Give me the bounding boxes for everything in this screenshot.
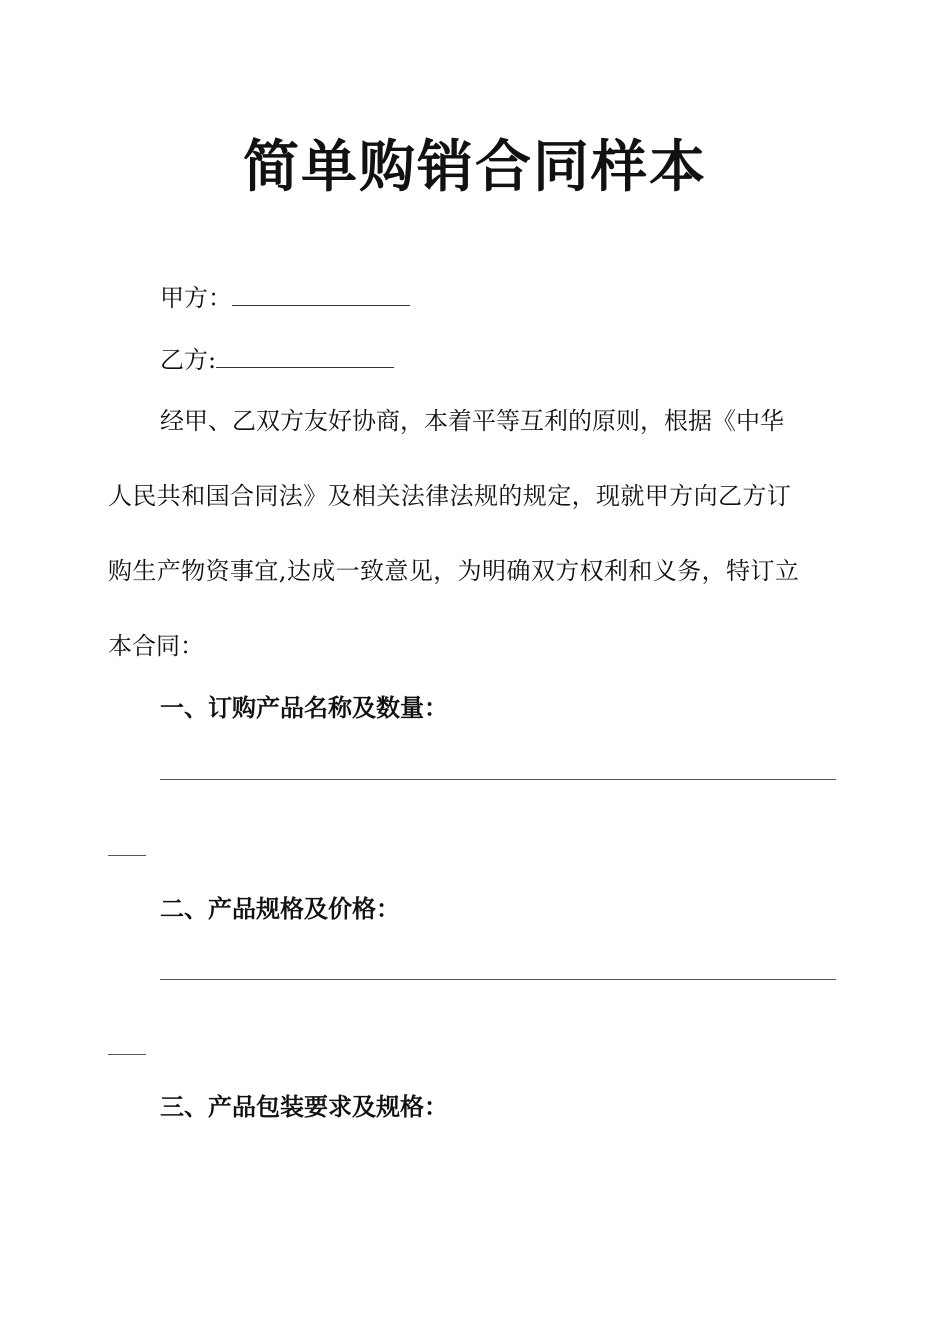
party-b-line	[160, 343, 394, 376]
section-2-heading: 二、产品规格及价格：	[160, 894, 400, 923]
party-a-label: 甲方：	[160, 284, 232, 312]
intro-line-2: 人民共和国合同法》及相关法律法规的规定，现就甲方向乙方订	[108, 482, 792, 510]
party-a-blank	[232, 281, 410, 306]
section-1-fill-line-cont	[108, 855, 146, 856]
intro-line-1: 经甲、乙双方友好协商，本着平等互利的原则，根据《中华	[160, 407, 784, 435]
intro-line-3: 购生产物资事宜,达成一致意见，为明确双方权利和义务，特订立	[108, 557, 800, 585]
party-b-label: 乙方:	[160, 346, 217, 374]
intro-line-4: 本合同：	[108, 632, 204, 660]
party-b-blank	[216, 343, 394, 368]
document-title: 简单购销合同样本	[243, 135, 707, 200]
section-3-heading: 三、产品包装要求及规格：	[160, 1092, 448, 1121]
section-1-fill-line	[160, 779, 836, 780]
party-a-line	[160, 281, 410, 314]
section-2-fill-line-cont	[108, 1054, 146, 1055]
section-1-heading: 一、订购产品名称及数量：	[160, 693, 448, 722]
section-2-fill-line	[160, 979, 836, 980]
